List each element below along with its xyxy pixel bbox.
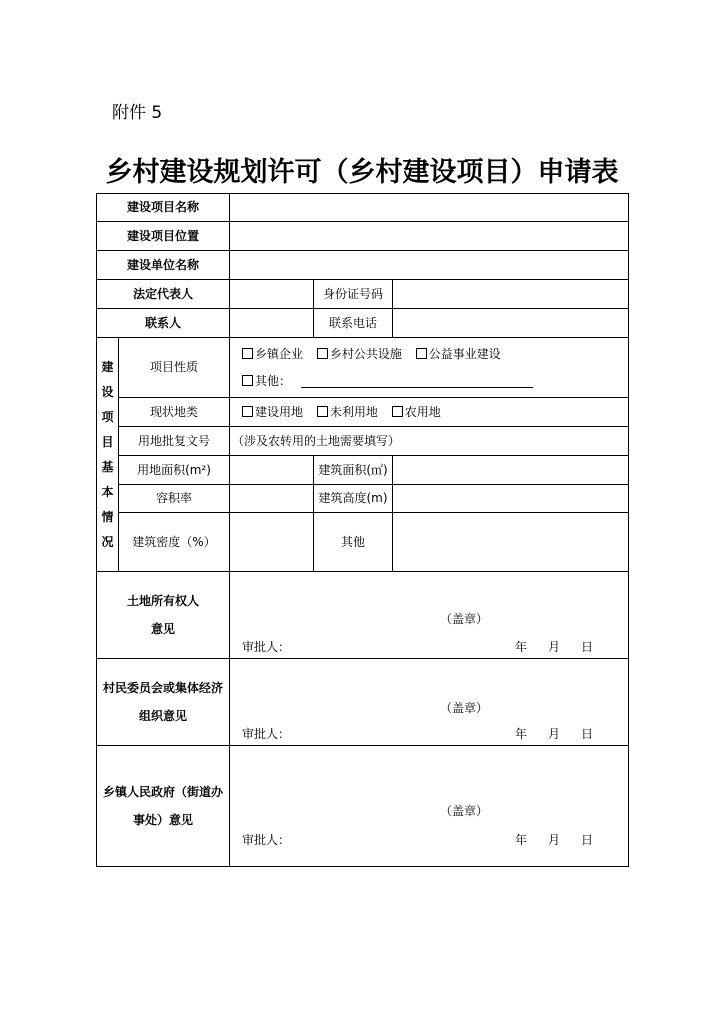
checkbox[interactable] xyxy=(242,348,253,359)
legal-rep-field[interactable] xyxy=(230,280,314,309)
unit-name-label: 建设单位名称 xyxy=(97,251,230,280)
nature-option-other[interactable]: 其他： xyxy=(242,374,291,388)
row-village-opinion xyxy=(97,659,629,746)
approval-number-note[interactable]: （涉及农转用的土地需要填写） xyxy=(230,427,629,456)
seal-label: （盖章） xyxy=(440,804,489,818)
section-char: 情 xyxy=(101,509,114,524)
land-type-label: 现状地类 xyxy=(119,398,230,427)
section-char: 基 xyxy=(101,459,114,474)
id-number-field[interactable] xyxy=(393,280,629,309)
township-opinion-field[interactable] xyxy=(230,746,629,867)
application-form-table xyxy=(96,193,629,867)
project-location-field[interactable] xyxy=(230,222,629,251)
section-char: 本 xyxy=(101,484,114,499)
row-contact xyxy=(97,309,629,338)
project-nature-options xyxy=(230,338,629,398)
date-label: 年 月 日 xyxy=(515,727,594,741)
phone-label: 联系电话 xyxy=(314,309,393,338)
opinion-title-line2: 意见 xyxy=(151,622,176,636)
row-landowner-opinion xyxy=(97,572,629,659)
building-height-label: 建筑高度(m) xyxy=(314,485,393,513)
checkbox[interactable] xyxy=(317,406,328,417)
approver-label: 审批人： xyxy=(242,727,291,741)
opinion-title-line1: 土地所有权人 xyxy=(127,593,200,608)
other-field[interactable] xyxy=(393,513,629,572)
nature-option-public-facility[interactable]: 乡村公共设施 xyxy=(317,347,402,361)
unit-name-field[interactable] xyxy=(230,251,629,280)
row-area xyxy=(97,456,629,485)
project-nature-label: 项目性质 xyxy=(119,338,230,398)
nature-option-public-welfare[interactable]: 公益事业建设 xyxy=(416,347,501,361)
other-label: 其他 xyxy=(314,513,393,572)
nature-option-township-enterprise[interactable]: 乡镇企业 xyxy=(242,347,303,361)
opinion-title-line2: 组织意见 xyxy=(139,709,188,723)
land-option-construction[interactable]: 建设用地 xyxy=(242,405,303,419)
row-density-other xyxy=(97,513,629,572)
project-name-label: 建设项目名称 xyxy=(97,194,230,222)
opinion-title-line1: 乡镇人民政府（街道办 xyxy=(103,784,224,799)
checkbox[interactable] xyxy=(317,348,328,359)
attachment-label: 附件 5 xyxy=(112,103,163,123)
far-field[interactable] xyxy=(230,485,314,513)
id-number-label: 身份证号码 xyxy=(314,280,393,309)
checkbox[interactable] xyxy=(392,406,403,417)
seal-label: （盖章） xyxy=(440,701,489,715)
legal-rep-label: 法定代表人 xyxy=(97,280,230,309)
land-area-label: 用地面积(m²) xyxy=(119,456,230,485)
village-opinion-label xyxy=(97,659,230,746)
date-label: 年 月 日 xyxy=(515,833,594,847)
opinion-title-line2: 事处）意见 xyxy=(133,813,194,827)
row-land-type xyxy=(97,398,629,427)
date-label: 年 月 日 xyxy=(515,640,594,654)
row-project-name xyxy=(97,194,629,222)
approval-number-label: 用地批复文号 xyxy=(119,427,230,456)
row-unit-name xyxy=(97,251,629,280)
approver-label: 审批人： xyxy=(242,833,291,847)
section-char: 建 xyxy=(101,359,114,374)
nature-other-input-line[interactable] xyxy=(301,375,533,388)
opinion-title-line1: 村民委员会或集体经济 xyxy=(103,680,224,695)
checkbox[interactable] xyxy=(242,375,253,386)
section-basic-situation xyxy=(97,338,119,572)
building-area-label: 建筑面积(㎡) xyxy=(314,456,393,485)
section-char: 项 xyxy=(101,409,114,424)
township-opinion-label xyxy=(97,746,230,867)
contact-label: 联系人 xyxy=(97,309,230,338)
landowner-opinion-field[interactable] xyxy=(230,572,629,659)
far-label: 容积率 xyxy=(119,485,230,513)
land-option-agricultural[interactable]: 农用地 xyxy=(392,405,441,419)
row-legal-rep xyxy=(97,280,629,309)
row-township-opinion xyxy=(97,746,629,867)
land-type-options xyxy=(230,398,629,427)
row-project-location xyxy=(97,222,629,251)
project-name-field[interactable] xyxy=(230,194,629,222)
building-area-field[interactable] xyxy=(393,456,629,485)
row-far-height xyxy=(97,485,629,513)
contact-field[interactable] xyxy=(230,309,314,338)
land-option-unused[interactable]: 未利用地 xyxy=(317,405,378,419)
landowner-opinion-label xyxy=(97,572,230,659)
phone-field[interactable] xyxy=(393,309,629,338)
seal-label: （盖章） xyxy=(440,612,489,626)
checkbox[interactable] xyxy=(416,348,427,359)
building-height-field[interactable] xyxy=(393,485,629,513)
checkbox[interactable] xyxy=(242,406,253,417)
section-char: 设 xyxy=(101,384,114,399)
project-location-label: 建设项目位置 xyxy=(97,222,230,251)
page-title: 乡村建设规划许可（乡村建设项目）申请表 xyxy=(105,157,619,188)
land-area-field[interactable] xyxy=(230,456,314,485)
row-approval-number xyxy=(97,427,629,456)
village-opinion-field[interactable] xyxy=(230,659,629,746)
approver-label: 审批人： xyxy=(242,640,291,654)
density-label: 建筑密度（%） xyxy=(119,513,230,572)
section-char: 况 xyxy=(101,534,114,549)
row-project-nature xyxy=(97,338,629,398)
section-char: 目 xyxy=(101,434,114,449)
density-field[interactable] xyxy=(230,513,314,572)
